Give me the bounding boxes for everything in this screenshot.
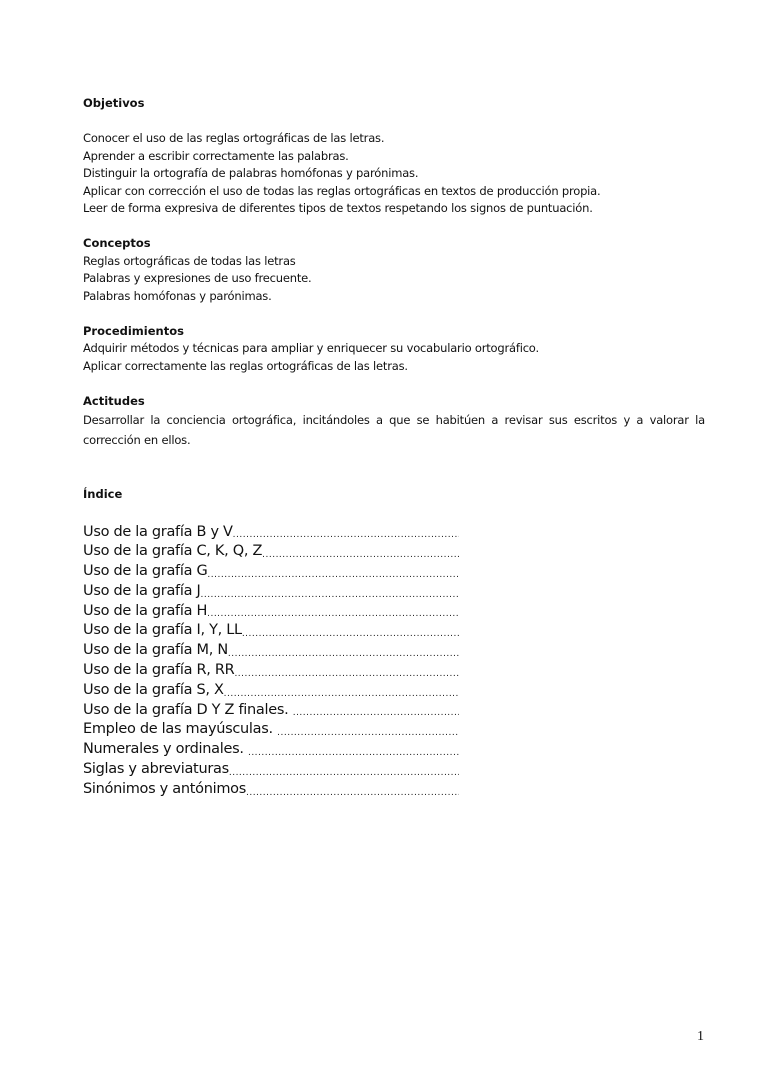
dot-leader [293, 706, 459, 720]
dot-leader [229, 766, 459, 780]
toc-entry[interactable] [83, 681, 459, 701]
toc-entry-label: Uso de la grafía C, K, Q, Z [83, 543, 263, 560]
toc-entry-label: Uso de la grafía D Y Z finales. [83, 701, 293, 718]
section-procedimientos [83, 323, 705, 376]
list-item: Reglas ortográficas de todas las letras [83, 253, 296, 268]
list-item: Aprender a escribir correctamente las palabras. [83, 148, 349, 163]
dot-leader [246, 786, 459, 800]
toc-entry-label: Uso de la grafía R, RR [83, 662, 235, 679]
dot-leader [200, 588, 459, 602]
list-item: Palabras y expresiones de uso frecuente. [83, 271, 312, 285]
dot-leader [277, 726, 459, 740]
section-actitudes [83, 393, 705, 451]
page-number: 1 [697, 1029, 704, 1044]
dot-leader [228, 647, 459, 661]
section-conceptos [83, 235, 705, 305]
toc-entry[interactable] [83, 720, 459, 740]
toc-entry-label: Numerales y ordinales. [83, 741, 248, 758]
toc-entry[interactable] [83, 780, 459, 800]
list-item: Conocer el uso de las reglas ortográficas de las letras. [83, 131, 385, 145]
list-item: Adquirir métodos y técnicas para ampliar y enriquecer su vocabulario ortográfico. [83, 341, 539, 355]
toc-entry-label: Uso de la grafía G [83, 563, 208, 580]
toc-entry-label: Uso de la grafía B y V [83, 523, 233, 540]
toc-entry[interactable] [83, 641, 459, 661]
toc-entry-label: Uso de la grafía S, X [83, 681, 224, 698]
toc-entry[interactable] [83, 582, 459, 602]
toc-entry[interactable] [83, 602, 459, 622]
dot-leader [234, 667, 459, 681]
toc-entry[interactable] [83, 740, 459, 760]
dot-leader [207, 568, 459, 582]
document-page [83, 95, 705, 800]
table-of-contents [83, 523, 705, 800]
dot-leader [248, 746, 459, 760]
toc-entry-label: Uso de la grafía H [83, 602, 208, 619]
heading-indice: Índice [83, 487, 123, 501]
heading-procedimientos: Procedimientos [83, 323, 184, 338]
dot-leader [207, 607, 459, 621]
toc-entry[interactable] [83, 661, 459, 681]
actitudes-text: Desarrollar la conciencia ortográfica, incitándoles a que se habitúen a revisar sus escritos y a valorar la corrección en ellos. [83, 413, 705, 447]
dot-leader [262, 548, 459, 562]
toc-entry[interactable] [83, 562, 459, 582]
heading-conceptos: Conceptos [83, 236, 151, 250]
section-objetivos [83, 95, 705, 218]
toc-entry[interactable] [83, 701, 459, 721]
heading-objetivos: Objetivos [83, 96, 145, 110]
dot-leader [233, 528, 459, 542]
toc-entry-label: Siglas y abreviaturas [83, 761, 229, 778]
toc-entry-label: Uso de la grafía J [83, 582, 201, 599]
toc-entry-label: Uso de la grafía I, Y, LL [83, 622, 242, 639]
dot-leader [224, 687, 459, 701]
toc-entry[interactable] [83, 523, 459, 543]
list-item: Leer de forma expresiva de diferentes tipos de textos respetando los signos de puntuación. [83, 201, 593, 215]
list-item: Palabras homófonas y parónimas. [83, 288, 272, 303]
toc-entry[interactable] [83, 542, 459, 562]
toc-entry-label: Uso de la grafía M, N [83, 642, 228, 659]
toc-entry[interactable] [83, 621, 459, 641]
dot-leader [242, 627, 459, 641]
list-item: Aplicar correctamente las reglas ortográficas de las letras. [83, 358, 408, 373]
toc-entry-label: Sinónimos y antónimos [83, 780, 246, 797]
list-item: Aplicar con corrección el uso de todas las reglas ortográficas en textos de producción propia. [83, 183, 601, 198]
heading-actitudes: Actitudes [83, 393, 145, 408]
toc-entry[interactable] [83, 760, 459, 780]
toc-entry-label: Empleo de las mayúsculas. [83, 721, 278, 738]
list-item: Distinguir la ortografía de palabras homófonas y parónimas. [83, 166, 419, 180]
